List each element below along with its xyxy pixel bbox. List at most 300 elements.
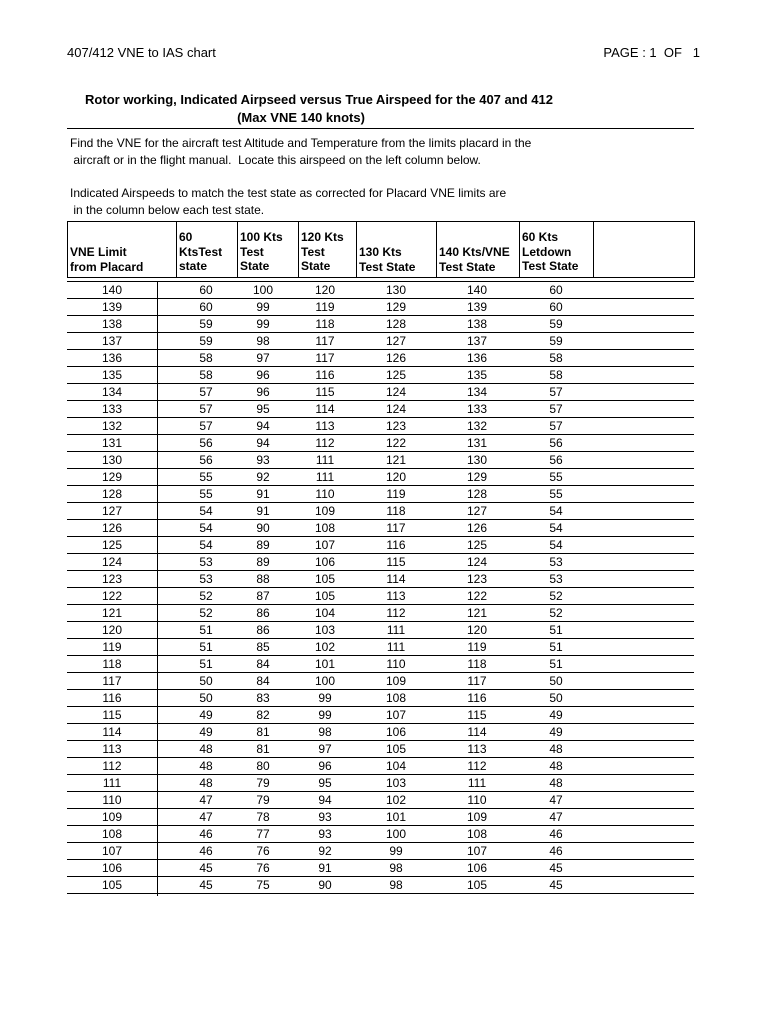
- ias-cell: 51: [199, 657, 213, 671]
- ias-cell: 117: [467, 674, 487, 688]
- ias-cell: 131: [466, 436, 488, 450]
- ias-cell: 103: [314, 623, 336, 637]
- instructions-line-1: Find the VNE for the aircraft test Altitude and Temperature from the limits placard in the: [70, 136, 532, 150]
- ias-cell: 51: [549, 623, 563, 637]
- ias-cell: 94: [256, 436, 270, 450]
- ias-cell: 48: [199, 759, 213, 773]
- column-header-line: 60 Kts: [522, 230, 559, 244]
- column-header: [520, 222, 594, 277]
- ias-cell: 50: [549, 691, 563, 705]
- ias-cell: 52: [199, 606, 213, 620]
- ias-cell: 122: [385, 436, 407, 450]
- ias-cell: 96: [256, 368, 270, 382]
- ias-cell: 129: [385, 300, 407, 314]
- ias-cell: 140: [466, 283, 488, 297]
- ias-cell: 53: [549, 572, 563, 586]
- ias-cell: 90: [256, 521, 270, 535]
- ias-cell: 55: [549, 470, 563, 484]
- table-row: [67, 282, 694, 299]
- vne-limit-cell: 130: [101, 453, 123, 467]
- table-row: [67, 724, 694, 741]
- ias-cell: 130: [385, 283, 407, 297]
- vne-limit-cell: 126: [101, 521, 123, 535]
- column-header-line: Letdown: [522, 244, 572, 259]
- ias-cell: 53: [549, 555, 563, 569]
- ias-cell: 105: [314, 572, 336, 586]
- ias-cell: 122: [466, 589, 488, 603]
- ias-cell: 111: [315, 470, 335, 484]
- ias-cell: 94: [256, 419, 270, 433]
- ias-cell: 120: [314, 283, 336, 297]
- vne-limit-cell: 125: [101, 538, 123, 552]
- table-row: [67, 877, 694, 894]
- ias-cell: 54: [199, 521, 213, 535]
- ias-cell: 91: [318, 861, 332, 875]
- ias-cell: 76: [256, 861, 270, 875]
- ias-cell: 116: [386, 538, 406, 552]
- ias-cell: 106: [385, 725, 407, 739]
- ias-cell: 46: [199, 827, 213, 841]
- ias-cell: 133: [466, 402, 488, 416]
- column-header-line: Test State: [522, 259, 579, 273]
- column-header-line: state: [179, 259, 208, 273]
- ias-cell: 57: [199, 419, 213, 433]
- vne-limit-cell: 117: [102, 674, 122, 688]
- column-header-line: 60: [179, 230, 193, 244]
- ias-cell: 121: [385, 453, 407, 467]
- ias-cell: 47: [549, 810, 563, 824]
- ias-cell: 120: [466, 623, 488, 637]
- ias-cell: 118: [315, 317, 335, 331]
- ias-cell: 81: [256, 725, 270, 739]
- ias-cell: 127: [385, 334, 407, 348]
- ias-cell: 94: [318, 793, 332, 807]
- ias-cell: 52: [199, 589, 213, 603]
- table-row: [67, 503, 694, 520]
- ias-cell: 121: [466, 606, 488, 620]
- ias-cell: 49: [199, 725, 213, 739]
- vne-limit-cell: 135: [101, 368, 123, 382]
- ias-cell: 116: [467, 691, 487, 705]
- ias-cell: 78: [256, 810, 270, 824]
- ias-cell: 54: [549, 504, 563, 518]
- ias-cell: 76: [256, 844, 270, 858]
- ias-cell: 111: [467, 776, 487, 790]
- ias-cell: 84: [256, 674, 270, 688]
- ias-cell: 89: [256, 538, 270, 552]
- ias-cell: 97: [318, 742, 332, 756]
- vne-limit-cell: 108: [101, 827, 123, 841]
- table-row: [67, 826, 694, 843]
- table-body: [67, 282, 694, 894]
- ias-cell: 93: [256, 453, 270, 467]
- ias-cell: 46: [549, 844, 563, 858]
- ias-cell: 98: [256, 334, 270, 348]
- ias-cell: 115: [386, 555, 406, 569]
- column-header-line: 140 Kts/VNE: [439, 245, 510, 259]
- vne-limit-cell: 128: [101, 487, 123, 501]
- ias-cell: 104: [314, 606, 336, 620]
- ias-cell: 116: [315, 368, 335, 382]
- ias-cell: 123: [466, 572, 488, 586]
- ias-cell: 48: [199, 742, 213, 756]
- column-header: [437, 222, 520, 277]
- table-row: [67, 843, 694, 860]
- ias-cell: 106: [314, 555, 336, 569]
- ias-cell: 128: [466, 487, 488, 501]
- ias-cell: 49: [199, 708, 213, 722]
- ias-cell: 57: [199, 402, 213, 416]
- column-header-empty: [594, 222, 694, 277]
- ias-cell: 98: [318, 725, 332, 739]
- vne-limit-cell: 120: [101, 623, 123, 637]
- ias-cell: 91: [256, 487, 270, 501]
- ias-cell: 52: [549, 589, 563, 603]
- table-header: [67, 221, 695, 278]
- ias-cell: 92: [256, 470, 270, 484]
- ias-cell: 56: [199, 436, 213, 450]
- vne-limit-cell: 138: [101, 317, 123, 331]
- ias-cell: 112: [467, 759, 487, 773]
- ias-cell: 112: [386, 606, 406, 620]
- ias-cell: 50: [199, 674, 213, 688]
- ias-cell: 115: [315, 385, 335, 399]
- ias-cell: 115: [467, 708, 487, 722]
- vne-limit-cell: 129: [101, 470, 123, 484]
- instructions-paragraph: [70, 135, 531, 169]
- ias-cell: 109: [466, 810, 488, 824]
- ias-cell: 60: [549, 283, 563, 297]
- ias-cell: 52: [549, 606, 563, 620]
- vne-limit-cell: 110: [102, 793, 122, 807]
- ias-cell: 96: [256, 385, 270, 399]
- ias-cell: 124: [466, 555, 488, 569]
- ias-cell: 110: [315, 487, 335, 501]
- column-header-line: VNE Limit: [70, 245, 127, 259]
- table-row: [67, 758, 694, 775]
- ias-cell: 89: [256, 555, 270, 569]
- table-row: [67, 571, 694, 588]
- ias-cell: 126: [385, 351, 407, 365]
- ias-cell: 119: [386, 487, 406, 501]
- ias-cell: 50: [199, 691, 213, 705]
- ias-cell: 90: [318, 878, 332, 892]
- vne-limit-cell: 132: [101, 419, 123, 433]
- ias-cell: 99: [256, 317, 270, 331]
- ias-cell: 54: [549, 521, 563, 535]
- ias-cell: 98: [389, 878, 403, 892]
- vne-limit-cell: 123: [101, 572, 123, 586]
- ias-cell: 113: [315, 419, 335, 433]
- column-header-line: KtsTest: [179, 244, 223, 259]
- ias-cell: 110: [386, 657, 406, 671]
- vne-limit-cell: 106: [101, 861, 123, 875]
- ias-cell: 101: [314, 657, 336, 671]
- ias-cell: 99: [389, 844, 403, 858]
- ias-cell: 59: [549, 334, 563, 348]
- vne-limit-cell: 140: [101, 283, 123, 297]
- ias-cell: 106: [466, 861, 488, 875]
- table-row: [67, 639, 694, 656]
- ias-cell: 119: [315, 300, 335, 314]
- instructions-line-2: aircraft or in the flight manual. Locate this airspeed on the left column below.: [70, 153, 481, 167]
- ias-cell: 88: [256, 572, 270, 586]
- ias-cell: 53: [199, 572, 213, 586]
- table-row: [67, 809, 694, 826]
- ias-cell: 93: [318, 827, 332, 841]
- ias-cell: 110: [467, 793, 487, 807]
- ias-cell: 55: [549, 487, 563, 501]
- vne-limit-cell: 137: [101, 334, 123, 348]
- vne-limit-cell: 127: [101, 504, 123, 518]
- ias-cell: 46: [549, 827, 563, 841]
- table-row: [67, 520, 694, 537]
- column-header-line: 100 Kts: [240, 230, 283, 244]
- ias-cell: 107: [466, 844, 488, 858]
- explanation-line-2: in the column below each test state.: [70, 203, 265, 217]
- ias-cell: 47: [199, 810, 213, 824]
- ias-cell: 109: [314, 504, 336, 518]
- column-header-line: 130 Kts: [359, 245, 402, 259]
- ias-cell: 108: [385, 691, 407, 705]
- vne-limit-cell: 136: [101, 351, 123, 365]
- ias-cell: 51: [549, 640, 563, 654]
- ias-cell: 57: [199, 385, 213, 399]
- column-header: [299, 222, 357, 277]
- table-row: [67, 435, 694, 452]
- column-header-line: from Placard: [70, 259, 144, 274]
- ias-cell: 82: [256, 708, 270, 722]
- table-row: [67, 622, 694, 639]
- ias-cell: 118: [386, 504, 406, 518]
- ias-cell: 86: [256, 623, 270, 637]
- ias-cell: 135: [466, 368, 488, 382]
- table-row: [67, 775, 694, 792]
- ias-cell: 129: [466, 470, 488, 484]
- vne-limit-cell: 105: [101, 878, 123, 892]
- ias-cell: 57: [549, 419, 563, 433]
- ias-cell: 60: [549, 300, 563, 314]
- ias-cell: 49: [549, 725, 563, 739]
- vne-limit-cell: 116: [102, 691, 122, 705]
- ias-cell: 107: [314, 538, 336, 552]
- ias-cell: 114: [315, 402, 335, 416]
- ias-cell: 81: [256, 742, 270, 756]
- column-header: [177, 222, 238, 277]
- table-row: [67, 656, 694, 673]
- table-row: [67, 299, 694, 316]
- ias-cell: 132: [466, 419, 488, 433]
- ias-cell: 59: [199, 317, 213, 331]
- ias-cell: 111: [386, 640, 406, 654]
- table-row: [67, 741, 694, 758]
- ias-cell: 54: [199, 538, 213, 552]
- ias-cell: 56: [549, 453, 563, 467]
- column-header-line: Test: [301, 244, 325, 259]
- ias-cell: 114: [386, 572, 406, 586]
- table-row: [67, 333, 694, 350]
- ias-cell: 48: [199, 776, 213, 790]
- ias-cell: 139: [466, 300, 488, 314]
- vne-limit-cell: 139: [101, 300, 123, 314]
- vne-limit-cell: 109: [101, 810, 123, 824]
- ias-cell: 95: [318, 776, 332, 790]
- ias-cell: 123: [385, 419, 407, 433]
- ias-cell: 48: [549, 776, 563, 790]
- ias-cell: 112: [315, 436, 335, 450]
- ias-cell: 125: [466, 538, 488, 552]
- ias-cell: 56: [549, 436, 563, 450]
- column-header: [238, 222, 299, 277]
- page-indicator: PAGE : 1 OF 1: [603, 45, 700, 60]
- ias-cell: 79: [256, 776, 270, 790]
- explanation-paragraph: [70, 185, 506, 219]
- ias-cell: 105: [314, 589, 336, 603]
- table-row: [67, 707, 694, 724]
- ias-cell: 55: [199, 470, 213, 484]
- ias-cell: 58: [199, 351, 213, 365]
- ias-cell: 111: [386, 623, 406, 637]
- ias-cell: 57: [549, 402, 563, 416]
- ias-cell: 58: [199, 368, 213, 382]
- document-header-title: 407/412 VNE to IAS chart: [67, 45, 216, 60]
- ias-cell: 109: [385, 674, 407, 688]
- table-row: [67, 690, 694, 707]
- ias-cell: 113: [386, 589, 406, 603]
- vne-limit-cell: 122: [101, 589, 123, 603]
- ias-cell: 85: [256, 640, 270, 654]
- ias-cell: 45: [199, 861, 213, 875]
- table-row: [67, 384, 694, 401]
- ias-cell: 77: [256, 827, 270, 841]
- ias-cell: 83: [256, 691, 270, 705]
- ias-cell: 75: [256, 878, 270, 892]
- ias-cell: 126: [466, 521, 488, 535]
- ias-cell: 49: [549, 708, 563, 722]
- column-header-line: Test State: [359, 259, 416, 274]
- ias-cell: 101: [385, 810, 407, 824]
- ias-cell: 56: [199, 453, 213, 467]
- ias-cell: 136: [466, 351, 488, 365]
- ias-cell: 114: [467, 725, 487, 739]
- ias-cell: 87: [256, 589, 270, 603]
- explanation-line-1: Indicated Airspeeds to match the test state as corrected for Placard VNE limits are: [70, 186, 507, 200]
- ias-cell: 96: [318, 759, 332, 773]
- ias-cell: 79: [256, 793, 270, 807]
- ias-cell: 60: [199, 283, 213, 297]
- title-rule: [67, 128, 694, 129]
- ias-cell: 102: [385, 793, 407, 807]
- ias-cell: 47: [199, 793, 213, 807]
- ias-cell: 117: [315, 334, 335, 348]
- ias-cell: 102: [314, 640, 336, 654]
- column-header-line: State: [301, 259, 331, 273]
- ias-cell: 95: [256, 402, 270, 416]
- ias-cell: 99: [256, 300, 270, 314]
- column-header-line: Test: [240, 244, 264, 259]
- ias-cell: 60: [199, 300, 213, 314]
- vne-limit-cell: 113: [102, 742, 122, 756]
- chart-title: Rotor working, Indicated Airpseed versus True Airspeed for the 407 and 412: [85, 92, 553, 107]
- table-row: [67, 860, 694, 877]
- ias-cell: 54: [199, 504, 213, 518]
- ias-cell: 45: [199, 878, 213, 892]
- column-header-line: State: [240, 259, 270, 273]
- ias-cell: 119: [467, 640, 487, 654]
- ias-cell: 107: [385, 708, 407, 722]
- ias-cell: 117: [315, 351, 335, 365]
- ias-cell: 98: [389, 861, 403, 875]
- table-row: [67, 350, 694, 367]
- ias-cell: 48: [549, 759, 563, 773]
- ias-cell: 80: [256, 759, 270, 773]
- vne-limit-cell: 115: [102, 708, 122, 722]
- ias-cell: 120: [385, 470, 407, 484]
- ias-cell: 108: [314, 521, 336, 535]
- table-row: [67, 673, 694, 690]
- ias-cell: 57: [549, 385, 563, 399]
- table-row: [67, 588, 694, 605]
- ias-cell: 58: [549, 368, 563, 382]
- ias-cell: 103: [385, 776, 407, 790]
- ias-cell: 92: [318, 844, 332, 858]
- ias-cell: 59: [549, 317, 563, 331]
- column-header-line: Test State: [439, 259, 496, 274]
- ias-cell: 137: [466, 334, 488, 348]
- ias-cell: 53: [199, 555, 213, 569]
- table-row: [67, 469, 694, 486]
- ias-cell: 125: [385, 368, 407, 382]
- vne-limit-cell: 119: [102, 640, 122, 654]
- column-header: [68, 222, 177, 277]
- table-row: [67, 605, 694, 622]
- vne-limit-cell: 133: [101, 402, 123, 416]
- ias-cell: 108: [466, 827, 488, 841]
- ias-cell: 86: [256, 606, 270, 620]
- ias-cell: 84: [256, 657, 270, 671]
- ias-cell: 91: [256, 504, 270, 518]
- ias-cell: 105: [385, 742, 407, 756]
- ias-cell: 105: [466, 878, 488, 892]
- ias-cell: 130: [466, 453, 488, 467]
- vne-limit-cell: 134: [101, 385, 123, 399]
- ias-cell: 100: [314, 674, 336, 688]
- ias-cell: 51: [549, 657, 563, 671]
- ias-cell: 127: [466, 504, 488, 518]
- ias-cell: 111: [315, 453, 335, 467]
- ias-cell: 47: [549, 793, 563, 807]
- vne-limit-cell: 124: [101, 555, 123, 569]
- ias-cell: 117: [386, 521, 406, 535]
- ias-cell: 100: [385, 827, 407, 841]
- ias-cell: 45: [549, 878, 563, 892]
- column-header: [357, 222, 437, 277]
- ias-cell: 58: [549, 351, 563, 365]
- vne-limit-cell: 107: [101, 844, 123, 858]
- table-row: [67, 486, 694, 503]
- ias-cell: 50: [549, 674, 563, 688]
- vne-limit-cell: 114: [102, 725, 122, 739]
- table-row: [67, 554, 694, 571]
- ias-cell: 128: [385, 317, 407, 331]
- vne-limit-cell: 118: [102, 657, 122, 671]
- column-header-line: 120 Kts: [301, 230, 344, 244]
- ias-cell: 97: [256, 351, 270, 365]
- ias-cell: 51: [199, 623, 213, 637]
- ias-cell: 113: [467, 742, 487, 756]
- chart-subtitle: (Max VNE 140 knots): [237, 110, 365, 125]
- ias-cell: 138: [466, 317, 488, 331]
